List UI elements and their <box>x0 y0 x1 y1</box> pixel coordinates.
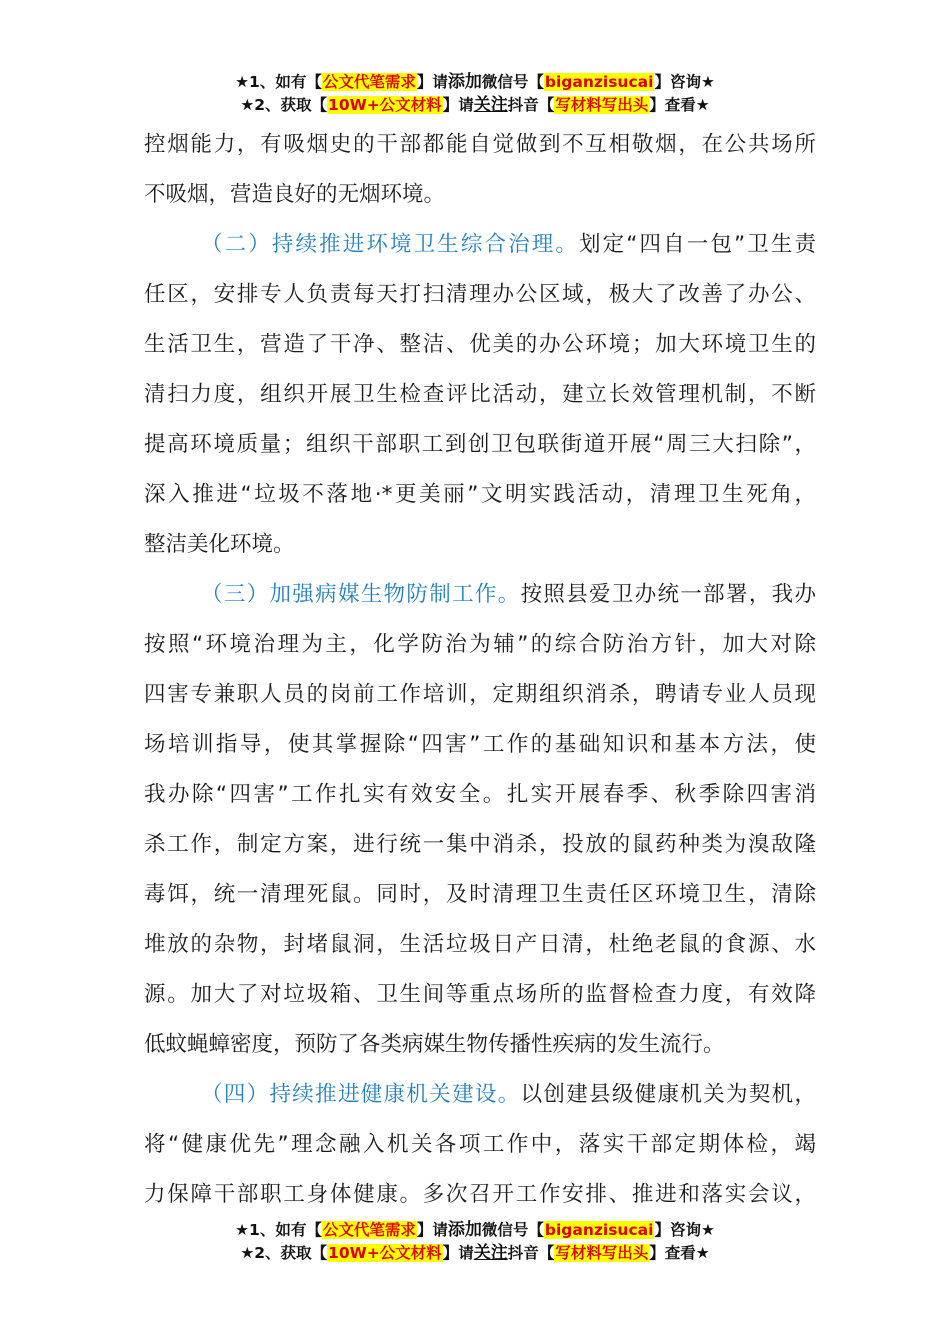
highlight-service: 公文代笔需求 <box>322 1221 416 1239</box>
text-line <box>144 220 816 270</box>
banner-text: 】请 <box>442 1244 474 1262</box>
text-line: 我办除“四害”工作扎实有效安全。扎实开展春季、秋季除四害消 <box>144 782 816 807</box>
section-heading: （二）持续推进环境卫生综合治理。 <box>201 232 579 257</box>
banner-emphasis: 关注 <box>473 1243 508 1263</box>
banner-text: ★1、如有【 <box>235 1221 322 1239</box>
banner-text: 微信号【 <box>481 73 544 91</box>
highlight-douyin: 写材料写出头 <box>555 96 649 114</box>
banner-emphasis: 关注 <box>473 95 508 115</box>
text-line: 不吸烟，营造良好的无烟环境。 <box>144 182 446 207</box>
banner-text: 】查看★ <box>649 96 710 114</box>
paragraph-1 <box>144 120 816 220</box>
banner-text: 】请 <box>416 73 448 91</box>
text-span: 以创建县级健康机关为契机， <box>520 1082 816 1107</box>
banner-text: 】请 <box>416 1221 448 1239</box>
footer-banner <box>0 1219 950 1265</box>
paragraph-2 <box>144 220 816 570</box>
paragraph-4 <box>144 1070 816 1220</box>
text-line: 控烟能力，有吸烟史的干部都能自觉做到不互相敬烟，在公共场所 <box>144 132 816 157</box>
section-heading: （四）持续推进健康机关建设。 <box>201 1082 521 1107</box>
highlight-service: 公文代笔需求 <box>322 73 416 91</box>
banner-text: 】请 <box>442 96 474 114</box>
banner-line-1 <box>0 1219 950 1242</box>
banner-emphasis: 添加 <box>447 1220 482 1240</box>
paragraph-3 <box>144 570 816 1070</box>
banner-text: 抖音【 <box>507 1244 555 1262</box>
banner-text: ★1、如有【 <box>235 73 322 91</box>
text-line: 整洁美化环境。 <box>144 532 295 557</box>
text-line: 力保障干部职工身体健康。多次召开工作安排、推进和落实会议， <box>144 1182 816 1207</box>
text-line <box>144 570 816 620</box>
highlight-materials: 10W+公文材料 <box>328 1244 442 1262</box>
document-body <box>144 120 816 1220</box>
text-line: 任区，安排专人负责每天打扫清理办公区域，极大了改善了办公、 <box>144 282 816 307</box>
text-line: 按照“环境治理为主，化学防治为辅”的综合防治方针，加大对除 <box>144 632 816 657</box>
text-line <box>144 1070 816 1120</box>
highlight-douyin: 写材料写出头 <box>555 1244 649 1262</box>
banner-line-2 <box>0 94 950 117</box>
text-span: 划定“四自一包”卫生责 <box>578 232 816 257</box>
text-line: 生活卫生，营造了干净、整洁、优美的办公环境；加大环境卫生的 <box>144 332 816 357</box>
text-line: 低蚊蝇蟑密度，预防了各类病媒生物传播性疾病的发生流行。 <box>144 1032 725 1057</box>
banner-text: ★2、获取【 <box>240 96 328 114</box>
text-line: 深入推进“垃圾不落地·*更美丽”文明实践活动，清理卫生死角， <box>144 482 816 507</box>
text-line: 毒饵，统一清理死鼠。同时，及时清理卫生责任区环境卫生，清除 <box>144 882 816 907</box>
banner-text: ★2、获取【 <box>240 1244 328 1262</box>
banner-text: 】咨询★ <box>654 73 715 91</box>
text-line: 场培训指导，使其掌握除“四害”工作的基础知识和基本方法，使 <box>144 732 816 757</box>
text-line: 杀工作，制定方案，进行统一集中消杀，投放的鼠药种类为溴敌隆 <box>144 832 816 857</box>
section-heading: （三）加强病媒生物防制工作。 <box>201 582 521 607</box>
banner-text: 微信号【 <box>481 1221 544 1239</box>
header-banner <box>0 71 950 117</box>
banner-emphasis: 添加 <box>447 72 482 92</box>
highlight-wechat-id: biganzisucai <box>544 1221 654 1239</box>
text-line: 将“健康优先”理念融入机关各项工作中，落实干部定期体检，竭 <box>144 1132 816 1157</box>
text-line: 清扫力度，组织开展卫生检查评比活动，建立长效管理机制，不断 <box>144 382 816 407</box>
text-line: 提高环境质量；组织干部职工到创卫包联街道开展“周三大扫除”， <box>144 432 816 457</box>
banner-line-2 <box>0 1242 950 1265</box>
text-line: 堆放的杂物，封堵鼠洞，生活垃圾日产日清，杜绝老鼠的食源、水 <box>144 932 816 957</box>
text-line: 四害专兼职人员的岗前工作培训，定期组织消杀，聘请专业人员现 <box>144 682 816 707</box>
banner-text: 】查看★ <box>649 1244 710 1262</box>
banner-text: 】咨询★ <box>654 1221 715 1239</box>
banner-text: 抖音【 <box>507 96 555 114</box>
highlight-wechat-id: biganzisucai <box>544 73 654 91</box>
highlight-materials: 10W+公文材料 <box>328 96 442 114</box>
text-span: 按照县爱卫办统一部署，我办 <box>520 582 816 607</box>
banner-line-1 <box>0 71 950 94</box>
text-line: 源。加大了对垃圾箱、卫生间等重点场所的监督检查力度，有效降 <box>144 982 816 1007</box>
